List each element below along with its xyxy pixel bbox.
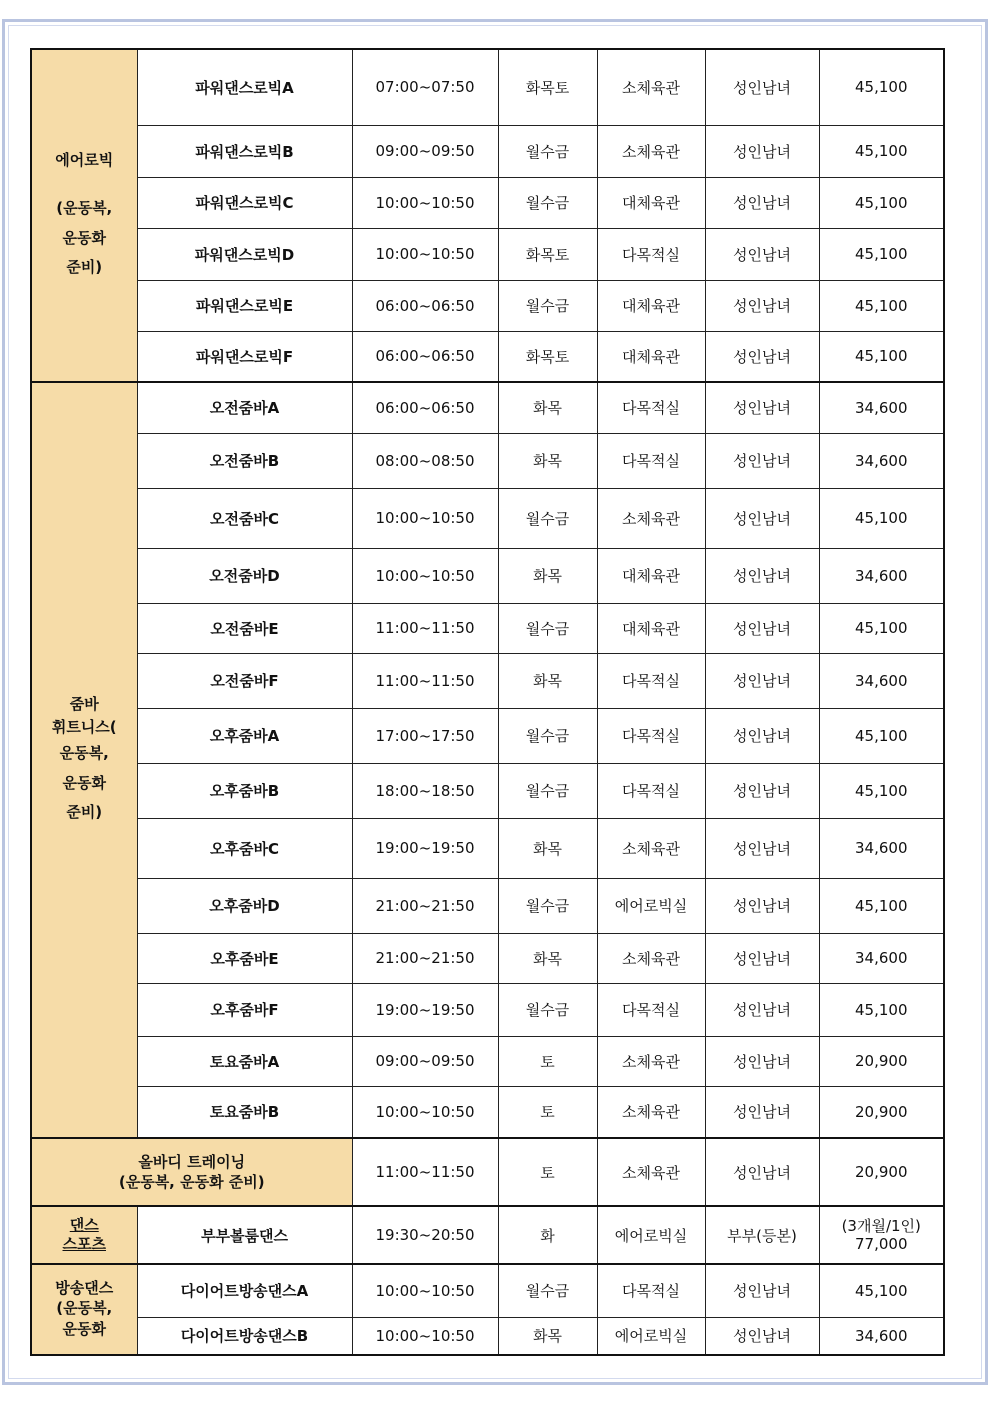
class-place: 에어로빅실	[597, 1206, 705, 1264]
class-days: 월수금	[498, 125, 597, 177]
table-row	[31, 177, 944, 228]
class-place: 다목적실	[597, 653, 705, 708]
class-time: 11:00~11:50	[352, 1138, 498, 1206]
table-row	[31, 933, 944, 983]
class-price: 34,600	[819, 1317, 944, 1355]
schedule-body	[31, 49, 944, 1355]
class-name: 오전줌바A	[137, 382, 352, 433]
class-place: 대체육관	[597, 331, 705, 382]
category-note-line: 운동화	[62, 1319, 106, 1338]
class-place: 다목적실	[597, 1264, 705, 1317]
class-price: 45,100	[819, 488, 944, 548]
table-row	[31, 818, 944, 878]
table-row	[31, 1317, 944, 1355]
table-row	[31, 878, 944, 933]
class-price: 20,900	[819, 1086, 944, 1138]
schedule-table	[30, 48, 945, 1356]
class-name: 파워댄스로빅E	[137, 280, 352, 331]
table-row	[31, 603, 944, 653]
class-place: 다목적실	[597, 708, 705, 763]
class-price: 34,600	[819, 933, 944, 983]
class-price: 34,600	[819, 653, 944, 708]
class-target: 성인남녀	[705, 708, 819, 763]
class-name: 오후줌바C	[137, 818, 352, 878]
class-days: 화	[498, 1206, 597, 1264]
class-name: 토요줌바A	[137, 1036, 352, 1086]
class-target: 성인남녀	[705, 125, 819, 177]
class-place: 소체육관	[597, 818, 705, 878]
class-days: 화목토	[498, 228, 597, 280]
class-time: 10:00~10:50	[352, 1264, 498, 1317]
class-price: 20,900	[819, 1036, 944, 1086]
table-row	[31, 1138, 944, 1206]
class-time: 09:00~09:50	[352, 125, 498, 177]
class-price: 45,100	[819, 49, 944, 125]
allbody-title: 올바디 트레이닝	[138, 1153, 246, 1172]
class-place: 다목적실	[597, 763, 705, 818]
category-title-line: 줌바	[69, 694, 99, 713]
class-time: 06:00~06:50	[352, 280, 498, 331]
class-target: 성인남녀	[705, 548, 819, 603]
class-name: 오전줌바E	[137, 603, 352, 653]
class-days: 월수금	[498, 983, 597, 1036]
class-time: 08:00~08:50	[352, 433, 498, 488]
class-name: 오전줌바F	[137, 653, 352, 708]
class-time: 19:00~19:50	[352, 818, 498, 878]
table-row	[31, 331, 944, 382]
class-target: 성인남녀	[705, 1317, 819, 1355]
class-name: 부부볼룸댄스	[137, 1206, 352, 1264]
class-target: 성인남녀	[705, 49, 819, 125]
class-target: 성인남녀	[705, 653, 819, 708]
class-place: 대체육관	[597, 177, 705, 228]
category-note-line: 운동화	[62, 773, 106, 792]
class-place: 다목적실	[597, 983, 705, 1036]
table-row	[31, 653, 944, 708]
class-price: 45,100	[819, 983, 944, 1036]
table-row	[31, 1264, 944, 1317]
class-name: 오후줌바B	[137, 763, 352, 818]
class-price: 20,900	[819, 1138, 944, 1206]
class-days: 화목	[498, 933, 597, 983]
class-days: 화목	[498, 433, 597, 488]
category-note-line: 운동복,	[59, 744, 109, 763]
class-days: 화목토	[498, 49, 597, 125]
class-time: 09:00~09:50	[352, 1036, 498, 1086]
table-row	[31, 983, 944, 1036]
class-price: 45,100	[819, 763, 944, 818]
class-target: 성인남녀	[705, 878, 819, 933]
class-place: 에어로빅실	[597, 878, 705, 933]
class-days: 월수금	[498, 878, 597, 933]
class-name: 파워댄스로빅B	[137, 125, 352, 177]
class-time: 21:00~21:50	[352, 933, 498, 983]
class-name: 다이어트방송댄스B	[137, 1317, 352, 1355]
class-time: 11:00~11:50	[352, 653, 498, 708]
table-row	[31, 1206, 944, 1264]
class-target: 성인남녀	[705, 382, 819, 433]
class-price: 34,600	[819, 548, 944, 603]
class-target: 성인남녀	[705, 488, 819, 548]
category-note-line: 준비)	[66, 257, 103, 276]
class-days: 화목	[498, 818, 597, 878]
class-time: 10:00~10:50	[352, 177, 498, 228]
class-days: 월수금	[498, 280, 597, 331]
class-target: 성인남녀	[705, 603, 819, 653]
class-time: 21:00~21:50	[352, 878, 498, 933]
class-place: 에어로빅실	[597, 1317, 705, 1355]
allbody-note: (운동복, 운동화 준비)	[118, 1172, 265, 1191]
class-target: 성인남녀	[705, 280, 819, 331]
class-price: 45,100	[819, 708, 944, 763]
class-time: 07:00~07:50	[352, 49, 498, 125]
dancesport-category-cell	[31, 1206, 137, 1264]
class-name: 오전줌바C	[137, 488, 352, 548]
class-place: 대체육관	[597, 280, 705, 331]
class-place: 소체육관	[597, 1036, 705, 1086]
class-place: 소체육관	[597, 49, 705, 125]
class-days: 화목	[498, 1317, 597, 1355]
category-title-line: 스포츠	[62, 1235, 106, 1253]
category-title-line: 에어로빅	[55, 151, 114, 169]
category-title-line: 댄스	[69, 1215, 99, 1234]
class-name: 파워댄스로빅F	[137, 331, 352, 382]
class-price	[819, 1206, 944, 1264]
category-spacer	[32, 172, 137, 194]
table-row	[31, 382, 944, 433]
class-days: 월수금	[498, 488, 597, 548]
class-place: 소체육관	[597, 488, 705, 548]
class-name: 오전줌바B	[137, 433, 352, 488]
table-row	[31, 1036, 944, 1086]
class-target: 성인남녀	[705, 933, 819, 983]
class-days: 화목토	[498, 331, 597, 382]
category-cell	[31, 49, 137, 382]
class-target: 성인남녀	[705, 983, 819, 1036]
class-place: 대체육관	[597, 603, 705, 653]
class-target: 성인남녀	[705, 331, 819, 382]
class-target: 부부(등본)	[705, 1206, 819, 1264]
class-name: 오후줌바F	[137, 983, 352, 1036]
class-price: 34,600	[819, 818, 944, 878]
class-days: 월수금	[498, 708, 597, 763]
class-target: 성인남녀	[705, 763, 819, 818]
class-price: 45,100	[819, 280, 944, 331]
class-price: 45,100	[819, 125, 944, 177]
class-time: 17:00~17:50	[352, 708, 498, 763]
class-name: 파워댄스로빅D	[137, 228, 352, 280]
class-days: 화목	[498, 548, 597, 603]
class-name: 다이어트방송댄스A	[137, 1264, 352, 1317]
class-price: 45,100	[819, 1264, 944, 1317]
table-row	[31, 708, 944, 763]
class-place: 소체육관	[597, 933, 705, 983]
table-row	[31, 763, 944, 818]
price-value: 77,000	[855, 1235, 908, 1253]
broadcast-category-cell	[31, 1264, 137, 1355]
category-note-line: (운동복,	[56, 1298, 113, 1317]
class-target: 성인남녀	[705, 177, 819, 228]
class-price: 34,600	[819, 433, 944, 488]
class-target: 성인남녀	[705, 1138, 819, 1206]
class-time: 19:00~19:50	[352, 983, 498, 1036]
class-name: 오전줌바D	[137, 548, 352, 603]
class-days: 토	[498, 1086, 597, 1138]
allbody-title-cell	[31, 1138, 352, 1206]
class-days: 월수금	[498, 177, 597, 228]
class-time: 10:00~10:50	[352, 1086, 498, 1138]
class-days: 월수금	[498, 1264, 597, 1317]
class-target: 성인남녀	[705, 1264, 819, 1317]
class-place: 다목적실	[597, 433, 705, 488]
class-target: 성인남녀	[705, 433, 819, 488]
category-note-line: (운동복,	[56, 199, 113, 218]
class-time: 06:00~06:50	[352, 382, 498, 433]
class-place: 소체육관	[597, 1138, 705, 1206]
table-row	[31, 433, 944, 488]
class-time: 06:00~06:50	[352, 331, 498, 382]
class-price: 45,100	[819, 228, 944, 280]
category-title-line: 방송댄스	[55, 1279, 114, 1298]
class-time: 18:00~18:50	[352, 763, 498, 818]
class-time: 10:00~10:50	[352, 488, 498, 548]
class-name: 파워댄스로빅C	[137, 177, 352, 228]
category-note-line: 준비)	[66, 802, 103, 821]
class-days: 토	[498, 1138, 597, 1206]
category-title-line: 휘트니스(	[51, 718, 117, 737]
class-place: 소체육관	[597, 125, 705, 177]
class-name: 오후줌바E	[137, 933, 352, 983]
category-note-line: 운동화	[62, 228, 106, 247]
class-target: 성인남녀	[705, 1086, 819, 1138]
class-time: 10:00~10:50	[352, 548, 498, 603]
class-time: 10:00~10:50	[352, 228, 498, 280]
class-days: 토	[498, 1036, 597, 1086]
class-days: 화목	[498, 653, 597, 708]
table-row	[31, 280, 944, 331]
class-price: 45,100	[819, 878, 944, 933]
class-target: 성인남녀	[705, 228, 819, 280]
class-place: 다목적실	[597, 228, 705, 280]
table-row	[31, 228, 944, 280]
class-days: 월수금	[498, 763, 597, 818]
class-name: 오후줌바D	[137, 878, 352, 933]
table-row	[31, 49, 944, 125]
class-target: 성인남녀	[705, 1036, 819, 1086]
class-price: 45,100	[819, 331, 944, 382]
class-name: 토요줌바B	[137, 1086, 352, 1138]
class-time: 19:30~20:50	[352, 1206, 498, 1264]
class-price: 45,100	[819, 177, 944, 228]
class-days: 월수금	[498, 603, 597, 653]
class-price: 45,100	[819, 603, 944, 653]
class-price: 34,600	[819, 382, 944, 433]
class-time: 10:00~10:50	[352, 1317, 498, 1355]
table-row	[31, 488, 944, 548]
class-time: 11:00~11:50	[352, 603, 498, 653]
class-place: 대체육관	[597, 548, 705, 603]
class-target: 성인남녀	[705, 818, 819, 878]
class-name: 오후줌바A	[137, 708, 352, 763]
table-row	[31, 548, 944, 603]
table-row	[31, 1086, 944, 1138]
price-note: (3개월/1인)	[841, 1217, 921, 1235]
class-place: 다목적실	[597, 382, 705, 433]
class-place: 소체육관	[597, 1086, 705, 1138]
category-cell	[31, 382, 137, 1138]
class-days: 화목	[498, 382, 597, 433]
table-row	[31, 125, 944, 177]
class-name: 파워댄스로빅A	[137, 49, 352, 125]
